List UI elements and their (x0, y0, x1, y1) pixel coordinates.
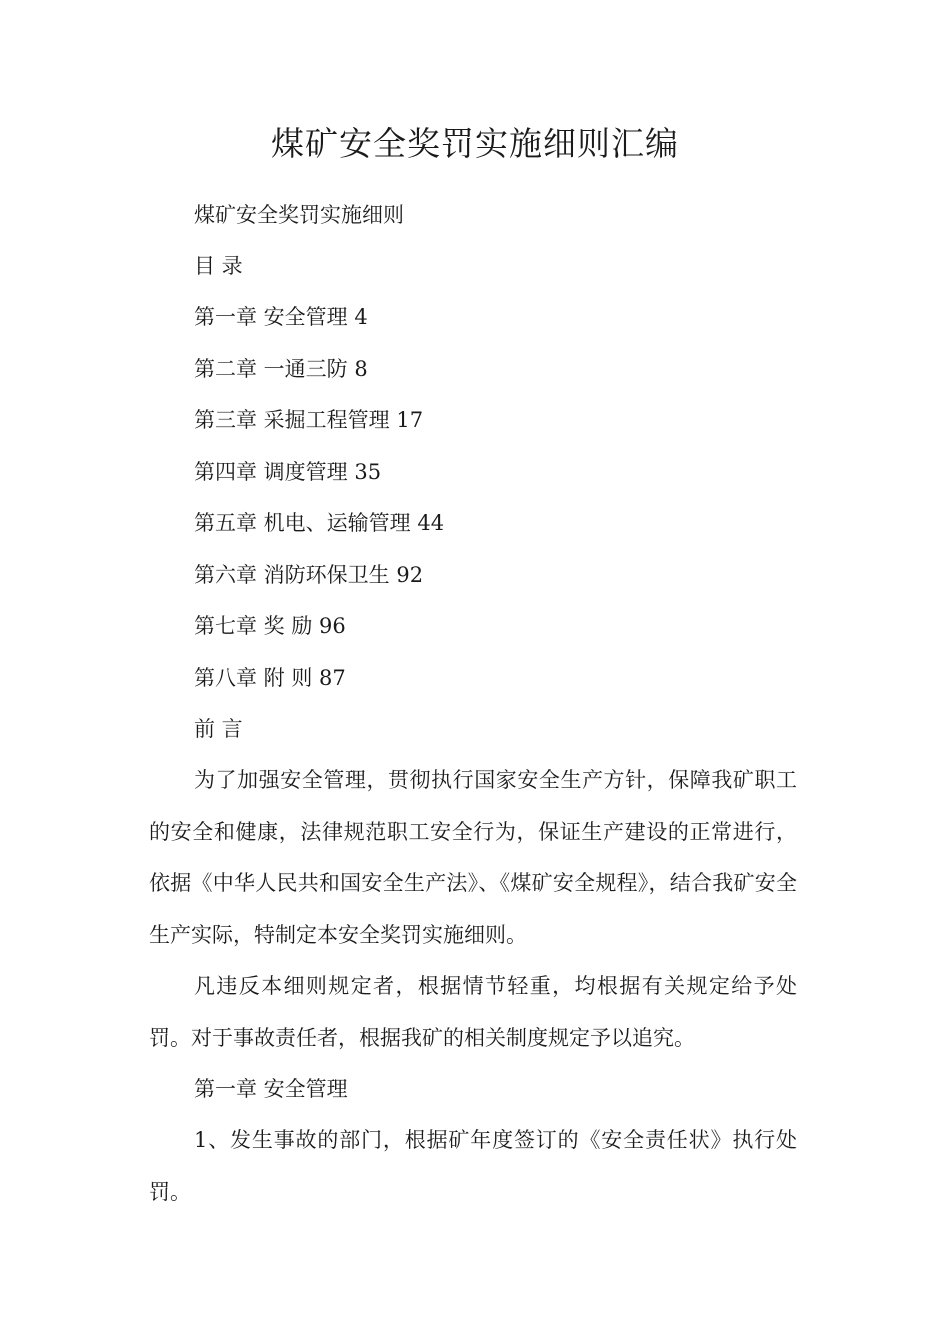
toc-item: 第八章 附 则 87 (194, 666, 346, 690)
document-title: 煤矿安全奖罚实施细则汇编 (271, 124, 679, 163)
preface-paragraph: 凡违反本细则规定者，根据情节轻重，均根据有关规定给予处罚。对于事故责任者，根据我矿的相关制度规定予以追究。 (149, 974, 797, 1050)
chapter-heading: 第一章 安全管理 (194, 1077, 348, 1101)
toc-item: 第四章 调度管理 35 (194, 460, 382, 484)
preface-paragraph: 为了加强安全管理，贯彻执行国家安全生产方针，保障我矿职工的安全和健康，法律规范职工安全行为，保证生产建设的正常进行，依据《中华人民共和国安全生产法》、《煤矿安全规程》，结合我矿安全生产实际，特制定本安全奖罚实施细则。 (149, 768, 797, 947)
document-subtitle: 煤矿安全奖罚实施细则 (194, 203, 404, 227)
toc-item: 第一章 安全管理 4 (194, 305, 368, 329)
chapter-paragraph: 1、发生事故的部门，根据矿年度签订的《安全责任状》执行处罚。 (149, 1128, 797, 1204)
toc-heading: 目 录 (194, 254, 243, 278)
toc-item: 第三章 采掘工程管理 17 (194, 408, 424, 432)
toc-item: 第六章 消防环保卫生 92 (194, 563, 424, 587)
toc-item: 第五章 机电、运输管理 44 (194, 511, 445, 535)
toc-item: 第七章 奖 励 96 (194, 614, 346, 638)
toc-item: 第二章 一通三防 8 (194, 357, 368, 381)
preface-heading: 前 言 (194, 717, 243, 741)
